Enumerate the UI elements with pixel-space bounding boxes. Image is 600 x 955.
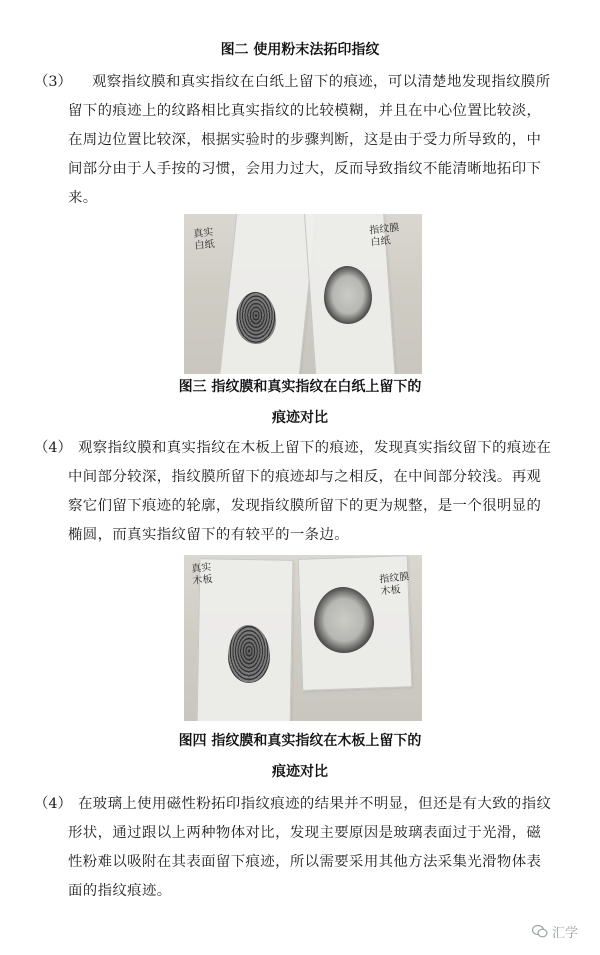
film-label: 指纹膜 木板 xyxy=(378,571,410,598)
film-fingerprint xyxy=(314,587,374,653)
section4a-line: 察它们留下痕迹的轮廓，发现指纹膜所留下的更为规整，是一个很明显的 xyxy=(68,498,542,514)
section4a-line: 观察指纹膜和真实指纹在木板上留下的痕迹，发现真实指纹留下的痕迹在 xyxy=(78,440,552,456)
figure4-caption-line1: 图四 指纹膜和真实指纹在木板上留下的 xyxy=(178,733,422,749)
section4b-line: 形状，通过跟以上两种物体对比，发现主要原因是玻璃表面过于光滑，磁 xyxy=(68,825,542,841)
real-label: 真实 白纸 xyxy=(192,227,216,252)
section3-line: 间部分由于人手按的习惯，会用力过大，反而导致指纹不能清晰地拓印下 xyxy=(68,161,542,177)
section4b-number: （4） xyxy=(34,796,72,812)
figure4-caption-line2: 痕迹对比 xyxy=(272,764,328,780)
figure3-caption-line2: 痕迹对比 xyxy=(272,410,328,426)
real-fingerprint xyxy=(228,625,270,683)
section4a-number: （4） xyxy=(34,440,72,456)
section4b-line: 性粉难以吸附在其表面留下痕迹，所以需要采用其他方法采集光滑物体表 xyxy=(68,854,542,870)
section3-line: 来。 xyxy=(68,190,98,206)
figure4-photo xyxy=(184,555,422,721)
film-fingerprint xyxy=(324,266,372,324)
section4b-paragraph-cont xyxy=(68,819,578,906)
film-label: 指纹膜 白纸 xyxy=(368,222,400,249)
figure2-caption: 图二 使用粉末法拓印指纹 xyxy=(220,42,380,58)
section3-line: 观察指纹膜和真实指纹在白纸上留下的痕迹，可以清楚地发现指纹膜所 xyxy=(92,74,551,90)
section3-number: （3） xyxy=(34,74,72,90)
section4a-paragraph xyxy=(78,434,578,463)
section3-line: 留下的痕迹上的纹路相比真实指纹的比较模糊，并且在中心位置比较淡， xyxy=(68,103,542,119)
figure3-caption-line1: 图三 指纹膜和真实指纹在白纸上留下的 xyxy=(178,379,422,395)
section4b-line: 面的指纹痕迹。 xyxy=(68,883,172,899)
real-label: 真实 木板 xyxy=(190,562,214,587)
figure3-photo xyxy=(184,214,422,374)
section4a-paragraph-cont xyxy=(68,463,578,550)
watermark xyxy=(532,922,578,941)
section4a-line: 椭圆，而真实指纹留下的有较平的一条边。 xyxy=(68,527,350,543)
section4a-line: 中间部分较深，指纹膜所留下的痕迹却与之相反，在中间部分较浅。再观 xyxy=(68,469,542,485)
section4b-paragraph xyxy=(78,790,578,819)
real-fingerprint xyxy=(236,292,276,344)
section3-paragraph xyxy=(92,68,582,97)
watermark-text: 汇学 xyxy=(551,926,578,941)
section4b-line: 在玻璃上使用磁性粉拓印指纹痕迹的结果并不明显，但还是有大致的指纹 xyxy=(78,796,552,812)
section3-paragraph-cont xyxy=(68,97,578,213)
real-fingerprint-slide xyxy=(219,214,318,374)
section3-line: 在周边位置比较深，根据实验时的步骤判断，这是由于受力所导致的，中 xyxy=(68,132,542,148)
wechat-icon xyxy=(532,925,548,938)
